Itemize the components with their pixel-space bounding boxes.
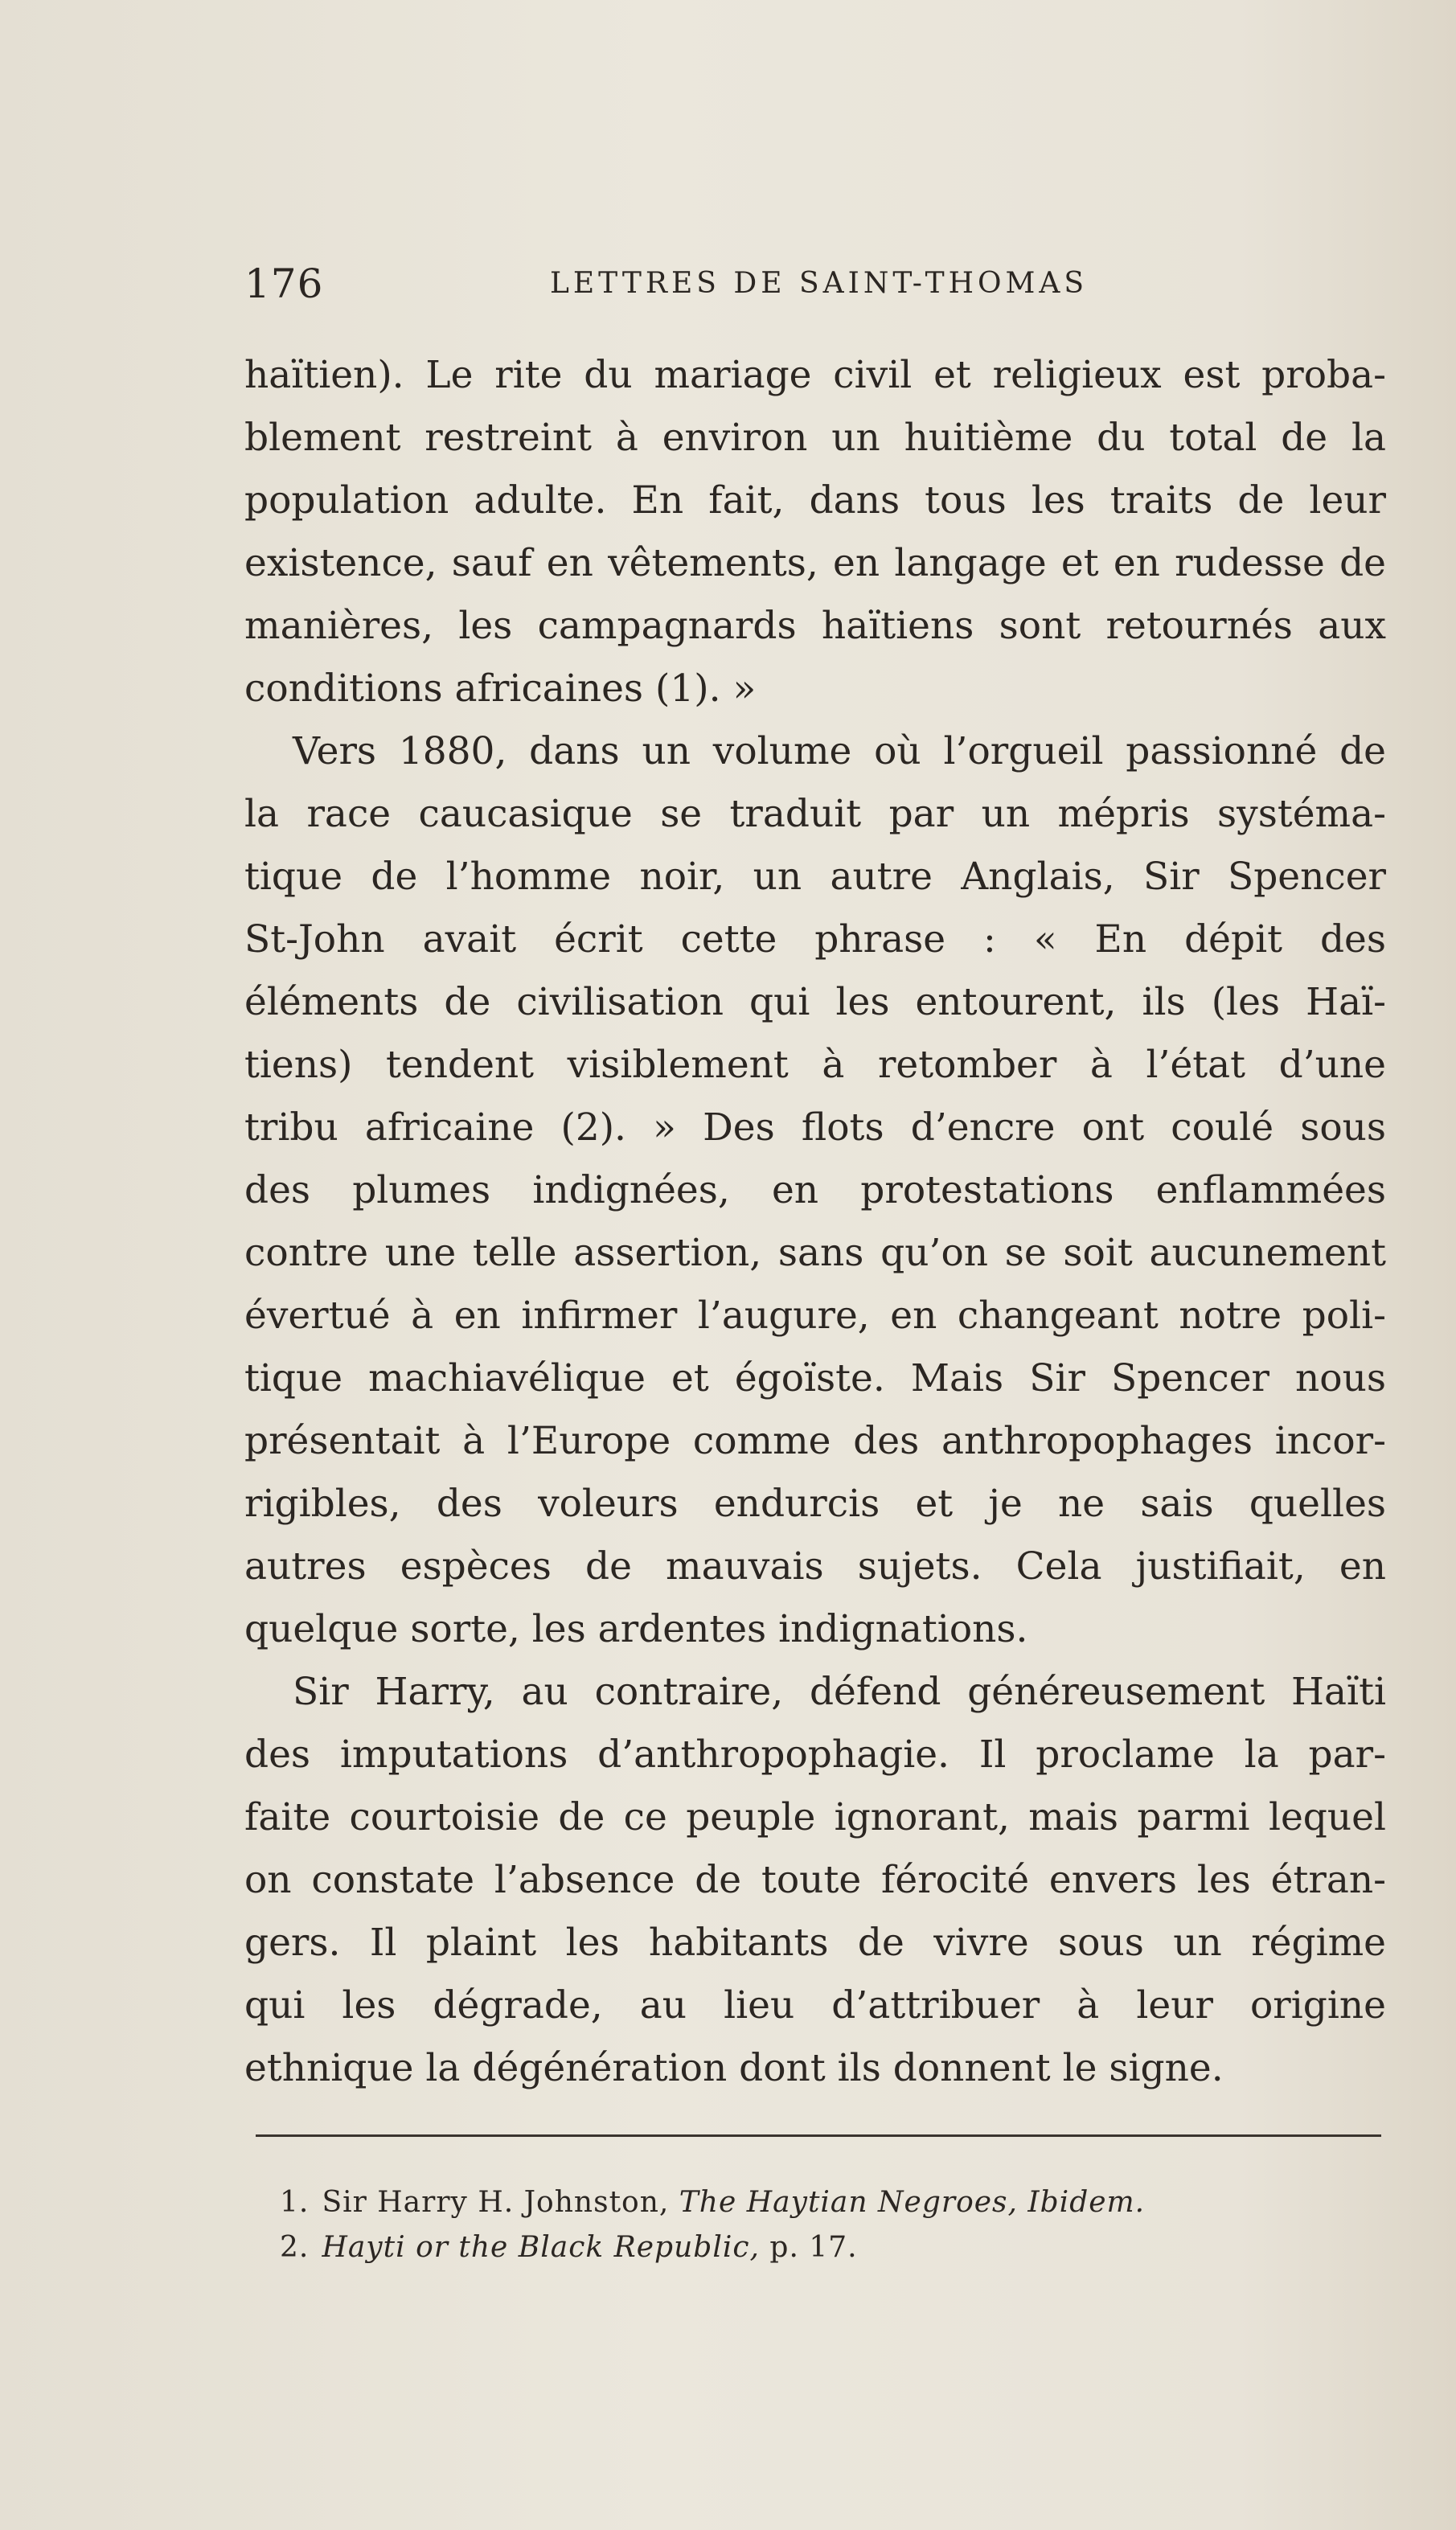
text-line: St-John avait écrit cette phrase : « En dépit des <box>244 917 1386 962</box>
footnote-rule <box>256 2134 1381 2137</box>
text-line: Sir Harry, au contraire, défend généreusement Haïti <box>293 1670 1386 1714</box>
footnote-title: The Haytian Negroes, Ibidem. <box>679 2186 1146 2219</box>
text-line: tique de l’homme noir, un autre Anglais, Sir Spencer <box>244 855 1386 899</box>
page-number: 176 <box>244 260 324 307</box>
text-line: rigibles, des voleurs endurcis et je ne sais quelles <box>244 1482 1386 1526</box>
footnote-number: 2. <box>280 2231 310 2264</box>
footnote-number: 1. <box>280 2186 310 2219</box>
footnote-author: Sir Harry H. Johnston, <box>322 2186 670 2219</box>
footnote-page: p. 17. <box>769 2231 858 2264</box>
text-line: évertué à en infirmer l’augure, en changeant notre poli- <box>244 1294 1386 1338</box>
footnote-1 <box>280 2180 1325 2225</box>
text-line: éléments de civilisation qui les entourent, ils (les Haï- <box>244 980 1386 1024</box>
text-line: autres espèces de mauvais sujets. Cela justifiait, en <box>244 1544 1386 1589</box>
text-line: la race caucasique se traduit par un mépris systéma- <box>244 792 1386 836</box>
text-line: haïtien). Le rite du mariage civil et religieux est proba- <box>244 353 1386 397</box>
text-line: blement restreint à environ un huitième du total de la <box>244 416 1386 460</box>
text-line: Vers 1880, dans un volume où l’orgueil passionné de <box>293 729 1386 773</box>
text-line: manières, les campagnards haïtiens sont retournés aux <box>244 604 1386 648</box>
footnote-title: Hayti or the Black Republic, <box>322 2231 760 2264</box>
text-line: tique machiavélique et égoïste. Mais Sir Spencer nous <box>244 1356 1386 1400</box>
text-line: on constate l’absence de toute férocité envers les étran- <box>244 1858 1386 1902</box>
text-line: faite courtoisie de ce peuple ignorant, mais parmi lequel <box>244 1795 1386 1839</box>
text-line: gers. Il plaint les habitants de vivre sous un régime <box>244 1921 1386 1965</box>
running-title: LETTRES DE SAINT-THOMAS <box>550 267 1089 300</box>
text-line: des imputations d’anthropophagie. Il proclame la par- <box>244 1732 1386 1777</box>
text-line: présentait à l’Europe comme des anthropophages incor- <box>244 1419 1386 1463</box>
text-line: quelque sorte, les ardentes indignations. <box>244 1607 1028 1651</box>
text-line: ethnique la dégénération dont ils donnent le signe. <box>244 2046 1224 2090</box>
text-line: qui les dégrade, au lieu d’attribuer à leur origine <box>244 1983 1386 2028</box>
body-text <box>244 344 1386 2100</box>
footnote-2 <box>280 2225 1325 2270</box>
page-header <box>244 256 1370 312</box>
text-line: existence, sauf en vêtements, en langage et en rudesse de <box>244 541 1386 585</box>
text-line: conditions africaines (1). » <box>244 666 757 711</box>
text-line: contre une telle assertion, sans qu’on se soit aucunement <box>244 1231 1386 1275</box>
footnotes <box>280 2180 1325 2270</box>
text-line: tiens) tendent visiblement à retomber à l’état d’une <box>244 1043 1386 1087</box>
text-line: tribu africaine (2). » Des flots d’encre ont coulé sous <box>244 1105 1386 1150</box>
text-line: des plumes indignées, en protestations enflammées <box>244 1168 1386 1212</box>
text-line: population adulte. En fait, dans tous les traits de leur <box>244 478 1386 523</box>
